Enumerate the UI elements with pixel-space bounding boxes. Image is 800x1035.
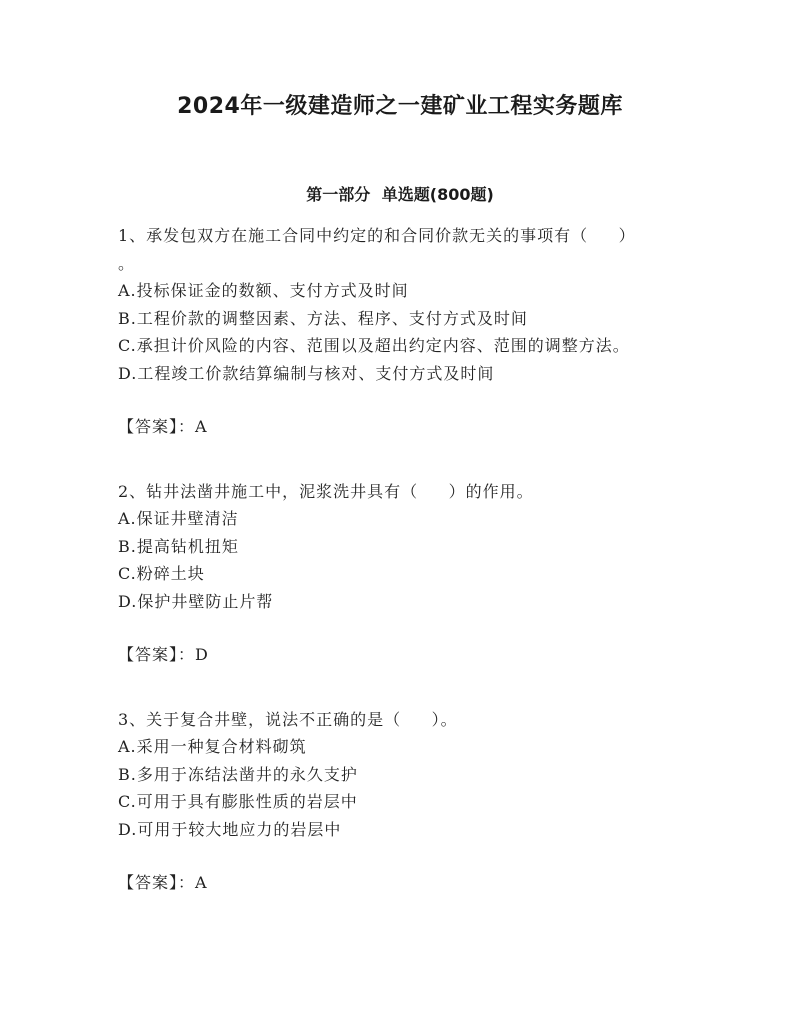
question-1-option-a: A.投标保证金的数额、支付方式及时间 [118, 281, 409, 300]
question-list [118, 222, 678, 897]
question-3-option-d: D.可用于较大地应力的岩层中 [118, 819, 342, 839]
question-1-option-c: C.承担计价风险的内容、范围以及超出约定内容、范围的调整方法。 [118, 336, 630, 355]
question-3-option-b: B.多用于冻结法凿井的永久支护 [118, 764, 358, 784]
question-2-option-b: B.提高钻机扭矩 [118, 536, 239, 556]
question-3-stem: 3、关于复合井壁，说法不正确的是（ ）。 [118, 709, 458, 729]
question-1-option-b: B.工程价款的调整因素、方法、程序、支付方式及时间 [118, 308, 528, 328]
spacer [118, 387, 678, 413]
question-2-option-a: A.保证井壁清洁 [118, 509, 239, 528]
question-3-answer: 【答案】：A [118, 873, 208, 892]
question-3-option-a: A.采用一种复合材料砌筑 [118, 737, 307, 756]
question-2-option-c: C.粉碎土块 [118, 564, 205, 583]
question-1-option-d: D.工程竣工价款结算编制与核对、支付方式及时间 [118, 363, 495, 383]
question-2 [118, 478, 678, 669]
spacer [118, 843, 678, 869]
question-1 [118, 222, 678, 441]
question-1-stem-continued: 。 [118, 253, 135, 273]
section-title: 第一部分 单选题(800题) [306, 185, 494, 204]
question-3 [118, 706, 678, 897]
question-3-option-c: C.可用于具有膨胀性质的岩层中 [118, 792, 358, 811]
spacer [118, 441, 678, 478]
question-2-answer: 【答案】：D [118, 645, 209, 664]
question-2-stem: 2、钻井法凿井施工中，泥浆洗井具有（ ）的作用。 [118, 481, 534, 501]
question-2-option-d: D.保护井壁防止片帮 [118, 591, 274, 611]
spacer [118, 615, 678, 641]
question-1-stem: 1、承发包双方在施工合同中约定的和合同价款无关的事项有（ ） [118, 226, 636, 245]
document-title: 2024年一级建造师之一建矿业工程实务题库 [177, 94, 623, 119]
question-1-answer: 【答案】：A [118, 417, 208, 436]
spacer [118, 669, 678, 706]
